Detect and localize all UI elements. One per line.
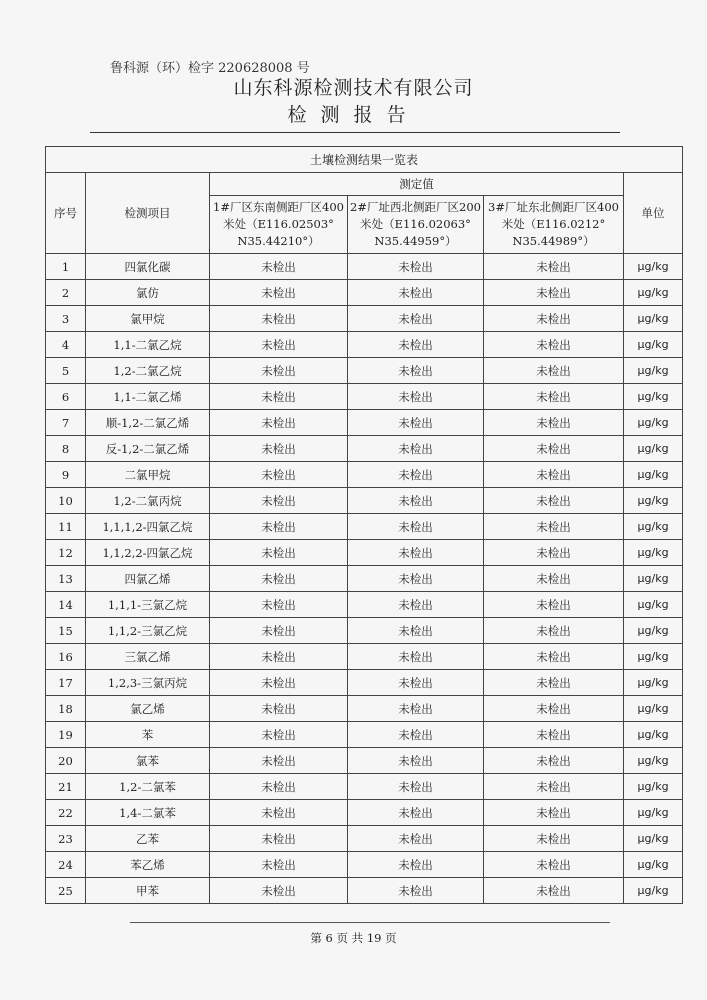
row-value-location-3: 未检出 xyxy=(484,852,624,878)
row-number: 24 xyxy=(46,852,86,878)
row-value-location-1: 未检出 xyxy=(210,852,348,878)
row-unit: μg/kg xyxy=(624,670,683,696)
row-value-location-2: 未检出 xyxy=(348,800,484,826)
row-value-location-3: 未检出 xyxy=(484,670,624,696)
table-row xyxy=(46,748,683,774)
row-item-name: 1,2-二氯丙烷 xyxy=(86,488,210,514)
row-item-name: 1,2-二氯苯 xyxy=(86,774,210,800)
row-number: 13 xyxy=(46,566,86,592)
row-number: 17 xyxy=(46,670,86,696)
table-row xyxy=(46,332,683,358)
table-row xyxy=(46,670,683,696)
row-value-location-1: 未检出 xyxy=(210,618,348,644)
row-number: 12 xyxy=(46,540,86,566)
row-unit: μg/kg xyxy=(624,800,683,826)
row-item-name: 1,4-二氯苯 xyxy=(86,800,210,826)
row-value-location-1: 未检出 xyxy=(210,540,348,566)
row-item-name: 二氯甲烷 xyxy=(86,462,210,488)
row-value-location-1: 未检出 xyxy=(210,462,348,488)
row-number: 19 xyxy=(46,722,86,748)
row-item-name: 1,1-二氯乙烷 xyxy=(86,332,210,358)
row-unit: μg/kg xyxy=(624,592,683,618)
row-item-name: 苯乙烯 xyxy=(86,852,210,878)
table-row xyxy=(46,618,683,644)
table-row xyxy=(46,774,683,800)
header-seq: 序号 xyxy=(46,173,86,254)
row-number: 21 xyxy=(46,774,86,800)
row-value-location-1: 未检出 xyxy=(210,436,348,462)
header-location-1: 1#厂区东南侧距厂区400米处（E116.02503° N35.44210°） xyxy=(210,196,348,254)
row-value-location-2: 未检出 xyxy=(348,852,484,878)
table-row xyxy=(46,280,683,306)
row-number: 20 xyxy=(46,748,86,774)
row-number: 6 xyxy=(46,384,86,410)
row-unit: μg/kg xyxy=(624,748,683,774)
row-value-location-2: 未检出 xyxy=(348,332,484,358)
row-number: 11 xyxy=(46,514,86,540)
row-unit: μg/kg xyxy=(624,280,683,306)
table-row xyxy=(46,878,683,904)
report-title: 检测报告 xyxy=(287,104,420,126)
row-value-location-1: 未检出 xyxy=(210,644,348,670)
row-value-location-1: 未检出 xyxy=(210,722,348,748)
row-unit: μg/kg xyxy=(624,514,683,540)
header-measured: 测定值 xyxy=(210,173,624,196)
row-number: 15 xyxy=(46,618,86,644)
row-item-name: 四氯乙烯 xyxy=(86,566,210,592)
table-row xyxy=(46,644,683,670)
row-value-location-1: 未检出 xyxy=(210,306,348,332)
row-value-location-3: 未检出 xyxy=(484,462,624,488)
company-name: 山东科源检测技术有限公司 xyxy=(233,77,474,99)
row-value-location-3: 未检出 xyxy=(484,488,624,514)
table-row xyxy=(46,306,683,332)
footer-divider xyxy=(130,922,610,923)
row-unit: μg/kg xyxy=(624,826,683,852)
row-number: 23 xyxy=(46,826,86,852)
document-number: 鲁科源（环）检字 220628008 号 xyxy=(110,61,310,76)
row-value-location-3: 未检出 xyxy=(484,514,624,540)
row-value-location-2: 未检出 xyxy=(348,488,484,514)
row-value-location-2: 未检出 xyxy=(348,722,484,748)
row-value-location-1: 未检出 xyxy=(210,358,348,384)
page-number: 第 6 页 共 19 页 xyxy=(310,931,397,945)
results-table-container xyxy=(45,146,682,904)
row-item-name: 氯苯 xyxy=(86,748,210,774)
row-value-location-2: 未检出 xyxy=(348,410,484,436)
row-value-location-1: 未检出 xyxy=(210,488,348,514)
row-value-location-2: 未检出 xyxy=(348,514,484,540)
row-value-location-3: 未检出 xyxy=(484,306,624,332)
table-row xyxy=(46,514,683,540)
row-value-location-1: 未检出 xyxy=(210,878,348,904)
row-value-location-2: 未检出 xyxy=(348,436,484,462)
row-item-name: 1,1,1,2-四氯乙烷 xyxy=(86,514,210,540)
row-unit: μg/kg xyxy=(624,462,683,488)
table-row xyxy=(46,384,683,410)
row-value-location-3: 未检出 xyxy=(484,800,624,826)
row-number: 3 xyxy=(46,306,86,332)
row-item-name: 甲苯 xyxy=(86,878,210,904)
table-row xyxy=(46,592,683,618)
header-location-2: 2#厂址西北侧距厂区200米处（E116.02063° N35.44959°） xyxy=(348,196,484,254)
row-item-name: 苯 xyxy=(86,722,210,748)
table-caption: 土壤检测结果一览表 xyxy=(46,147,683,173)
row-number: 22 xyxy=(46,800,86,826)
soil-results-table xyxy=(45,146,683,904)
row-value-location-3: 未检出 xyxy=(484,410,624,436)
row-value-location-3: 未检出 xyxy=(484,254,624,280)
row-item-name: 1,1,2-三氯乙烷 xyxy=(86,618,210,644)
header-divider xyxy=(90,132,620,133)
row-value-location-1: 未检出 xyxy=(210,592,348,618)
row-value-location-1: 未检出 xyxy=(210,332,348,358)
table-row xyxy=(46,488,683,514)
row-value-location-2: 未检出 xyxy=(348,358,484,384)
row-item-name: 三氯乙烯 xyxy=(86,644,210,670)
table-row xyxy=(46,358,683,384)
row-value-location-1: 未检出 xyxy=(210,696,348,722)
row-item-name: 乙苯 xyxy=(86,826,210,852)
row-unit: μg/kg xyxy=(624,540,683,566)
row-value-location-2: 未检出 xyxy=(348,618,484,644)
row-value-location-3: 未检出 xyxy=(484,384,624,410)
row-number: 5 xyxy=(46,358,86,384)
row-item-name: 反-1,2-二氯乙烯 xyxy=(86,436,210,462)
row-unit: μg/kg xyxy=(624,436,683,462)
row-value-location-2: 未检出 xyxy=(348,384,484,410)
row-number: 8 xyxy=(46,436,86,462)
table-row xyxy=(46,540,683,566)
row-unit: μg/kg xyxy=(624,358,683,384)
row-value-location-2: 未检出 xyxy=(348,748,484,774)
row-value-location-2: 未检出 xyxy=(348,566,484,592)
table-row xyxy=(46,436,683,462)
row-value-location-1: 未检出 xyxy=(210,774,348,800)
row-item-name: 氯甲烷 xyxy=(86,306,210,332)
table-row xyxy=(46,852,683,878)
header-unit: 单位 xyxy=(624,173,683,254)
row-number: 9 xyxy=(46,462,86,488)
row-number: 25 xyxy=(46,878,86,904)
row-value-location-1: 未检出 xyxy=(210,280,348,306)
row-item-name: 1,1-二氯乙烯 xyxy=(86,384,210,410)
row-number: 14 xyxy=(46,592,86,618)
row-unit: μg/kg xyxy=(624,332,683,358)
row-item-name: 1,2-二氯乙烷 xyxy=(86,358,210,384)
row-unit: μg/kg xyxy=(624,696,683,722)
row-value-location-1: 未检出 xyxy=(210,800,348,826)
row-unit: μg/kg xyxy=(624,488,683,514)
header-item: 检测项目 xyxy=(86,173,210,254)
row-value-location-2: 未检出 xyxy=(348,462,484,488)
row-item-name: 氯乙烯 xyxy=(86,696,210,722)
row-item-name: 1,1,1-三氯乙烷 xyxy=(86,592,210,618)
row-value-location-2: 未检出 xyxy=(348,254,484,280)
row-unit: μg/kg xyxy=(624,644,683,670)
row-value-location-2: 未检出 xyxy=(348,280,484,306)
row-value-location-1: 未检出 xyxy=(210,410,348,436)
row-number: 7 xyxy=(46,410,86,436)
row-value-location-3: 未检出 xyxy=(484,540,624,566)
row-value-location-2: 未检出 xyxy=(348,696,484,722)
row-value-location-3: 未检出 xyxy=(484,566,624,592)
table-row xyxy=(46,566,683,592)
table-row xyxy=(46,410,683,436)
row-unit: μg/kg xyxy=(624,878,683,904)
row-value-location-2: 未检出 xyxy=(348,644,484,670)
row-value-location-1: 未检出 xyxy=(210,566,348,592)
row-value-location-2: 未检出 xyxy=(348,306,484,332)
row-value-location-3: 未检出 xyxy=(484,878,624,904)
row-unit: μg/kg xyxy=(624,774,683,800)
row-value-location-3: 未检出 xyxy=(484,332,624,358)
row-unit: μg/kg xyxy=(624,618,683,644)
row-value-location-2: 未检出 xyxy=(348,826,484,852)
row-unit: μg/kg xyxy=(624,852,683,878)
row-item-name: 氯仿 xyxy=(86,280,210,306)
row-number: 16 xyxy=(46,644,86,670)
table-row xyxy=(46,696,683,722)
row-value-location-3: 未检出 xyxy=(484,826,624,852)
row-unit: μg/kg xyxy=(624,722,683,748)
row-value-location-3: 未检出 xyxy=(484,618,624,644)
row-value-location-3: 未检出 xyxy=(484,436,624,462)
row-unit: μg/kg xyxy=(624,566,683,592)
table-row xyxy=(46,254,683,280)
row-value-location-1: 未检出 xyxy=(210,254,348,280)
row-value-location-2: 未检出 xyxy=(348,592,484,618)
row-value-location-3: 未检出 xyxy=(484,748,624,774)
row-value-location-1: 未检出 xyxy=(210,514,348,540)
table-row xyxy=(46,826,683,852)
table-row xyxy=(46,462,683,488)
row-value-location-3: 未检出 xyxy=(484,722,624,748)
table-row xyxy=(46,800,683,826)
row-number: 18 xyxy=(46,696,86,722)
row-unit: μg/kg xyxy=(624,254,683,280)
row-unit: μg/kg xyxy=(624,306,683,332)
row-value-location-1: 未检出 xyxy=(210,384,348,410)
table-row xyxy=(46,722,683,748)
header-location-3: 3#厂址东北侧距厂区400米处（E116.0212° N35.44989°） xyxy=(484,196,624,254)
row-item-name: 1,2,3-三氯丙烷 xyxy=(86,670,210,696)
row-value-location-2: 未检出 xyxy=(348,670,484,696)
row-value-location-1: 未检出 xyxy=(210,670,348,696)
row-number: 10 xyxy=(46,488,86,514)
row-value-location-3: 未检出 xyxy=(484,280,624,306)
row-value-location-1: 未检出 xyxy=(210,826,348,852)
row-value-location-3: 未检出 xyxy=(484,774,624,800)
row-item-name: 顺-1,2-二氯乙烯 xyxy=(86,410,210,436)
row-value-location-1: 未检出 xyxy=(210,748,348,774)
row-number: 2 xyxy=(46,280,86,306)
row-unit: μg/kg xyxy=(624,384,683,410)
table-body xyxy=(46,254,683,904)
row-value-location-3: 未检出 xyxy=(484,696,624,722)
row-value-location-3: 未检出 xyxy=(484,592,624,618)
row-number: 4 xyxy=(46,332,86,358)
row-item-name: 四氯化碳 xyxy=(86,254,210,280)
row-value-location-3: 未检出 xyxy=(484,644,624,670)
row-value-location-3: 未检出 xyxy=(484,358,624,384)
row-unit: μg/kg xyxy=(624,410,683,436)
row-item-name: 1,1,2,2-四氯乙烷 xyxy=(86,540,210,566)
row-value-location-2: 未检出 xyxy=(348,540,484,566)
row-value-location-2: 未检出 xyxy=(348,774,484,800)
row-value-location-2: 未检出 xyxy=(348,878,484,904)
row-number: 1 xyxy=(46,254,86,280)
